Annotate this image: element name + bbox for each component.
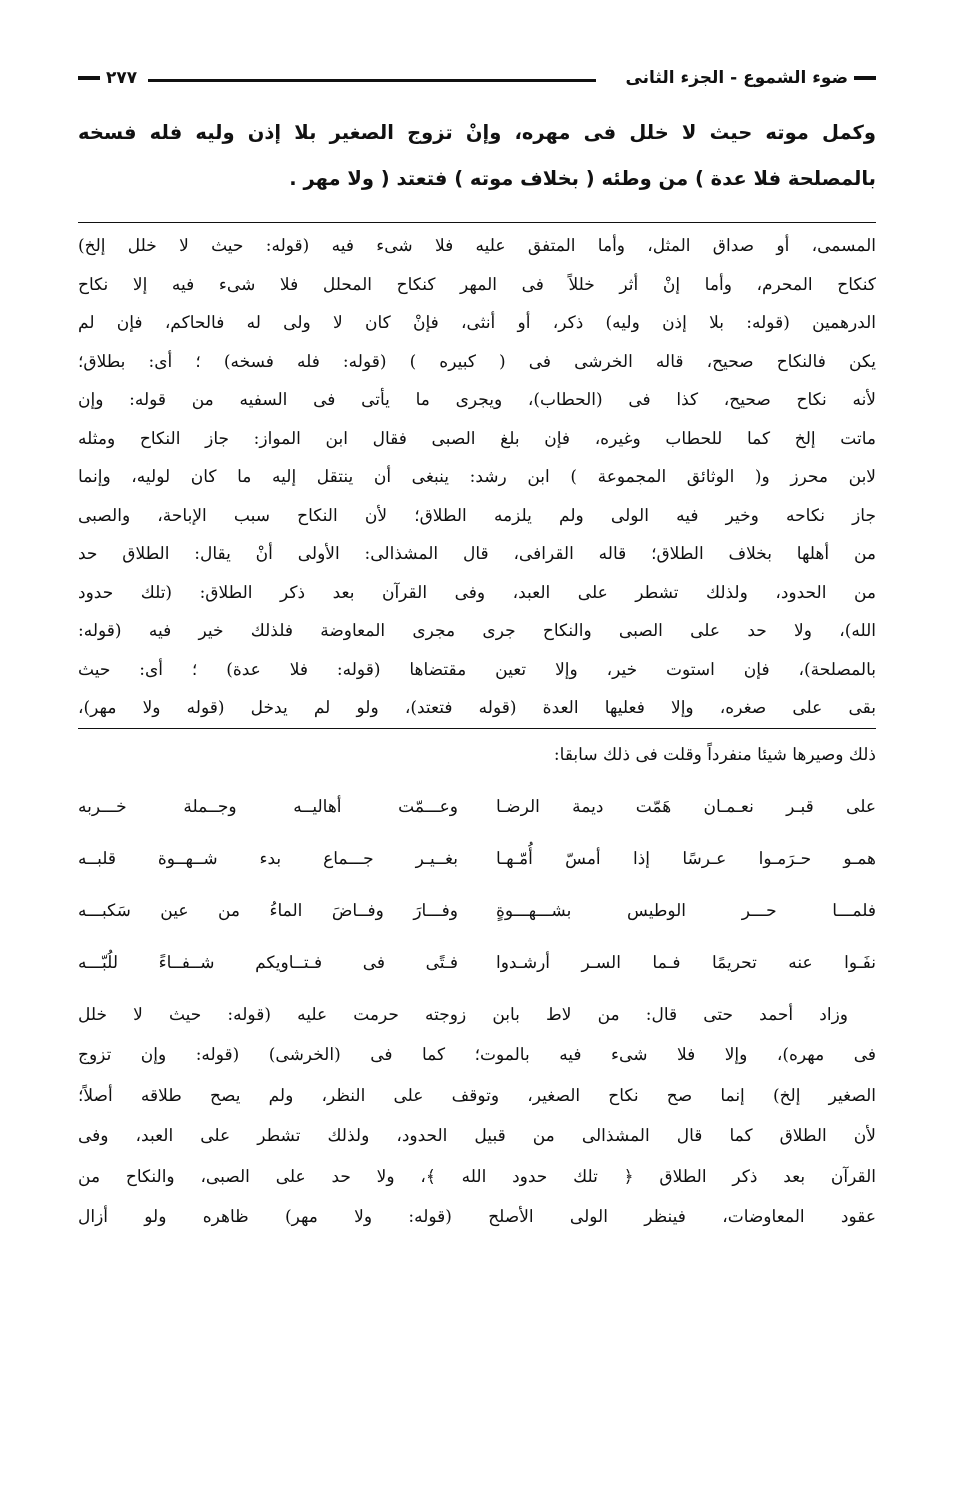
commentary-line: الدرهمين (قوله: بلا إذن وليه) ذكر، أو أنثى، فإنْ كان لا ولى له فالحاكم، فإن لم: [78, 313, 876, 333]
continuation-line: عقود المعاوضات، فينظر الولى الأصلح (قوله: ولا مهر) ظاهره ولو أزال: [78, 1207, 876, 1227]
verse-first-hemistich: فلمـــا حـــر الوطيس بشـــهـــوةٍ: [496, 900, 876, 921]
verse-second-hemistich: وعـــمّت أهاليــه وجــملة خـــربه: [78, 796, 458, 817]
continuation-text: [78, 995, 876, 1238]
continuation-line: القرآن بعد ذكر الطلاق ﴿ تلك حدود الله ﴾، ولا حد على الصبى، والنكاح من: [78, 1166, 876, 1187]
commentary-line: يكن فالنكاح صحيح، قاله الخرشى فى ( كبيره ) (قوله: فله فسخه) ؛ أى: بطلاق؛: [78, 351, 876, 372]
continuation-line: فى مهره)، وإلا فلا شىء فيه بالموت؛ كما فى (الخرشى) (قوله: وإن تزوج: [78, 1045, 876, 1065]
section-separator: [78, 222, 876, 223]
commentary-line: المسمى، أو صداق المثل، وأما المتفق عليه فلا شىء فيه (قوله: حيث لا خلل إلخ): [78, 236, 876, 256]
commentary-line: ماتت إلخ كما للحطاب وغيره، فإن بلغ الصبى فقال ابن المواز: جاز النكاح ومثله: [78, 428, 876, 449]
book-title: ضوء الشموع - الجزء الثانى: [625, 68, 848, 88]
poem-verse: [78, 891, 876, 943]
dash-decoration: [854, 76, 876, 80]
verse-first-hemistich: على قبـر نعـمـان هَمّت ديمة الرضـا: [496, 796, 876, 817]
verse-second-hemistich: وفـــارَ وفــاضَ الماءُ من عين سَكبـــه: [78, 900, 458, 921]
poem-verse: [78, 839, 876, 891]
main-text-line: بالمصلحة فلا عدة ) من وطئه ( بخلاف موته ) فتعتد ( ولا مهر .: [289, 167, 876, 190]
poem: [78, 787, 876, 995]
commentary-line: بالمصلحة)، فإن استوت خير، وإلا تعين مقتضاها (قوله: فلا عدة) ؛ أى: حيث: [78, 659, 876, 680]
poem-verse: [78, 787, 876, 839]
commentary-line: من الحدود، ولذلك تشطر على العبد، وفى القرآن بعد ذكر الطلاق: (تلك حدود: [78, 582, 876, 603]
poem-intro: ذلك وصيرها شيئا منفرداً وقلت فى ذلك سابقا:: [553, 744, 876, 765]
main-text: [78, 110, 876, 202]
commentary-line: لابن محرز و( الوثائق المجموعة ) ابن رشد: ينبغى أن ينتقل إليه ما كان لوليه، وإنما: [78, 467, 876, 487]
commentary-line: كنكاح المحرم، وأما إنْ أثر خللاً فى المهر كنكاح المحلل فلا شىء فيه إلا نكاح: [78, 274, 876, 295]
verse-first-hemistich: همـو حـرَمـوا عـرسًا إذا أمسّ أُمّـهـا: [496, 848, 876, 869]
page-number-block: [78, 68, 137, 88]
page-header: [78, 66, 876, 100]
commentary: [78, 227, 876, 729]
commentary-line: لأنه نكاح صحيح، كذا فى (الحطاب)، ويجرى ما يأتى فى السفيه من قوله: وإن: [78, 390, 876, 410]
verse-first-hemistich: نفَـوا عنه تحريمًا فـما السـر أرشـدوا: [496, 952, 876, 973]
continuation-line: وزاد أحمد حتى قال: من لاط بابن زوجته حرمت عليه (قوله: حيث لا خلل: [78, 1004, 848, 1025]
page-number: ٢٧٧: [106, 68, 138, 88]
poem-verse: [78, 943, 876, 995]
verse-second-hemistich: فـتًى فى فـتــاويكم شــفــاءً للُبّـــه: [78, 952, 458, 973]
continuation-line: الصغير إلخ) إنما صح نكاح الصغير، وتوقف على النظر، ولم يصح طلاقه أصلاً؛: [78, 1085, 876, 1106]
main-text-line: وكمل موته حيث لا خلل فى مهره، وإنْ تزوج الصغير بلا إذن وليه فله فسخه: [78, 121, 876, 144]
commentary-line: جاز نكاحه وخير فيه الولى ولم يلزمه الطلاق؛ لأن النكاح سبب الإباحة، والصبى: [78, 505, 876, 526]
commentary-line: الله)، ولا حد على الصبى والنكاح جرى مجرى المعاوضة فلذلك خير فيه (قوله:: [78, 621, 876, 641]
continuation-line: لأن الطلاق كما قال المشذالى من قبيل الحدود، ولذلك تشطر على العبد، وفى: [78, 1126, 876, 1146]
book-page: [78, 66, 876, 1238]
dash-decoration: [78, 76, 100, 80]
commentary-line: بقى على صغره، وإلا فعليها العدة (قوله فتعتد)، ولو لم يدخل (قوله ولا مهر)،: [78, 689, 876, 729]
header-rule: [148, 79, 596, 82]
verse-second-hemistich: بغــيـر جـــماع بدء شــهــوة قلبــه: [78, 848, 458, 869]
commentary-line: من أهلها بخلاف الطلاق؛ قاله القرافى، قال المشذالى: الأولى أنْ يقال: الطلاق حد: [78, 544, 876, 564]
running-title: [617, 68, 876, 88]
